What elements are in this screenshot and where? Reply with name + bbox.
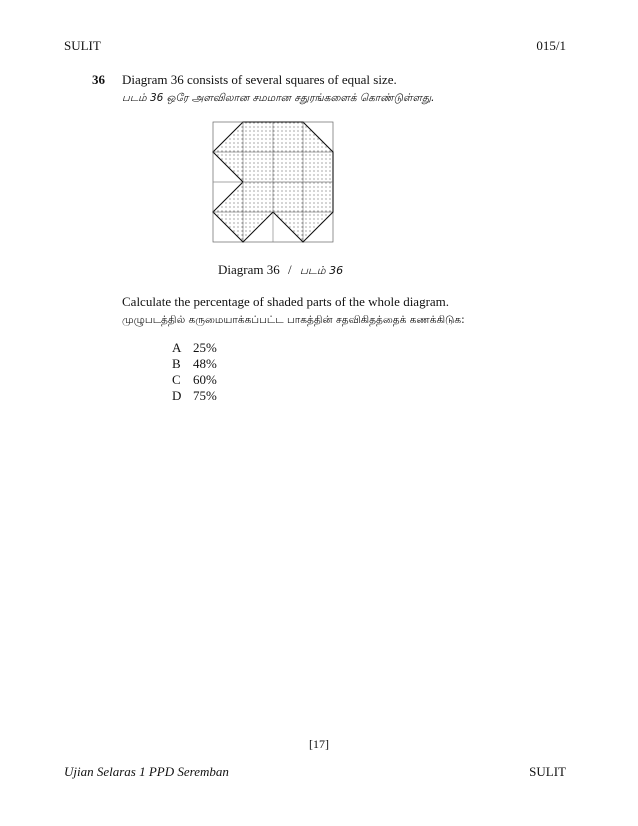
option-value: 75% bbox=[193, 388, 217, 403]
instruction-en: Calculate the percentage of shaded parts of the whole diagram. bbox=[122, 294, 450, 309]
footer-left: Ujian Selaras 1 PPD Seremban bbox=[64, 764, 229, 779]
instruction-ta: முழுபடத்தில் கருமையாக்கப்பட்ட பாகத்தின் சதவிகிதத்தைக் கணக்கிடுக: bbox=[122, 314, 465, 326]
option-d[interactable] bbox=[172, 388, 217, 404]
option-label: C bbox=[172, 372, 181, 387]
option-value: 48% bbox=[193, 356, 217, 371]
caption-en: Diagram 36 bbox=[218, 262, 280, 277]
caption-ta: படம் 36 bbox=[299, 264, 344, 277]
header-left: SULIT bbox=[64, 38, 101, 53]
option-b[interactable] bbox=[172, 356, 217, 372]
diagram-36 bbox=[212, 121, 336, 245]
option-value: 60% bbox=[193, 372, 217, 387]
page-number: [17] bbox=[309, 737, 329, 751]
question-text-en: Diagram 36 consists of several squares of equal size. bbox=[122, 72, 397, 87]
caption-separator: / bbox=[287, 262, 292, 277]
option-value: 25% bbox=[193, 340, 217, 355]
option-label: D bbox=[172, 388, 182, 403]
option-a[interactable] bbox=[172, 340, 217, 356]
option-c[interactable] bbox=[172, 372, 217, 388]
question-number: 36 bbox=[92, 72, 105, 87]
header-right: 015/1 bbox=[536, 38, 566, 53]
diagram-caption bbox=[218, 262, 343, 279]
option-label: B bbox=[172, 356, 181, 371]
footer-right: SULIT bbox=[529, 764, 566, 779]
question-text-ta: படம் 36 ஒரே அளவிலான சமமான சதுரங்களைக் கொண்டுள்ளது. bbox=[122, 92, 435, 104]
option-label: A bbox=[172, 340, 182, 355]
